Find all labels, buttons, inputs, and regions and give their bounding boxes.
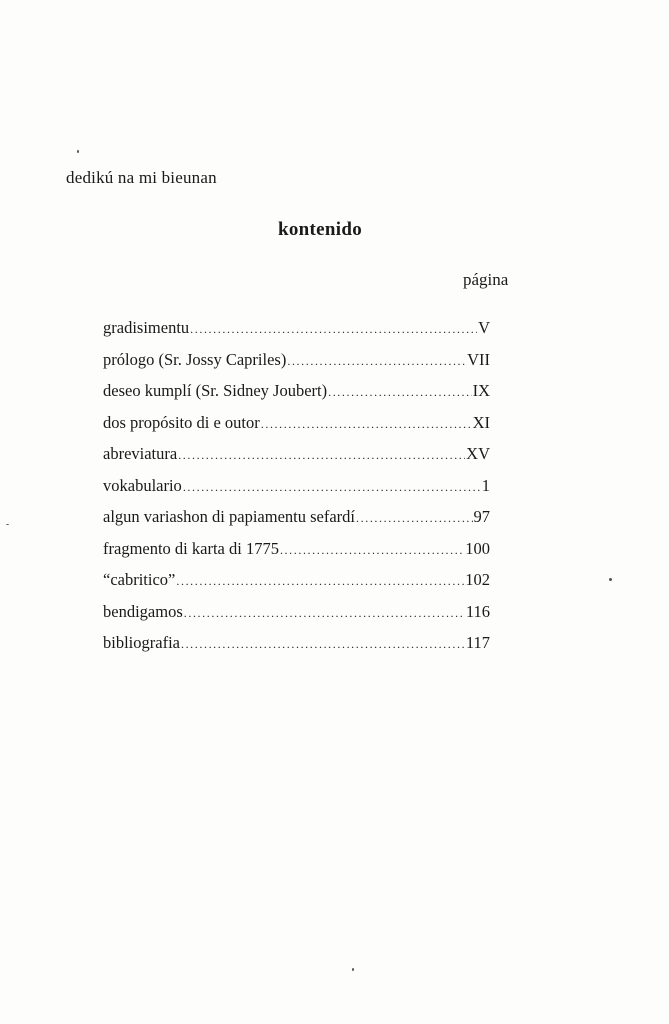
toc-entry-dos-proposito xyxy=(103,413,490,445)
dot-leader xyxy=(184,606,465,621)
toc-entry-page: 97 xyxy=(473,507,490,526)
scan-speck xyxy=(609,578,612,581)
dot-leader xyxy=(178,448,465,463)
toc-entry-bendigamos xyxy=(103,602,490,634)
toc-entry-label: vokabulario xyxy=(103,475,182,495)
toc-entry-prologo xyxy=(103,350,490,382)
toc-entry-vokabulario xyxy=(103,476,490,508)
toc-entry-label: algun variashon di papiamentu sefardí xyxy=(103,507,356,526)
dot-leader xyxy=(190,322,477,337)
dot-leader xyxy=(261,417,472,432)
toc-entry-fragmento xyxy=(103,539,490,571)
toc-entry-page: 116 xyxy=(465,601,490,621)
dot-leader xyxy=(183,480,481,495)
toc-entry-deseo-kumpli xyxy=(103,381,490,413)
toc-entry-label: prólogo (Sr. Jossy Capriles) xyxy=(103,349,287,369)
toc-entry-cabritico xyxy=(103,570,490,602)
toc-entry-label: bendigamos xyxy=(103,601,183,621)
toc-entry-page: V xyxy=(478,318,490,337)
toc-entry-page: 117 xyxy=(465,633,490,652)
dot-leader xyxy=(328,385,471,400)
dot-leader xyxy=(280,543,464,558)
toc-entry-label: “cabritico” xyxy=(103,570,176,589)
toc-entry-abreviatura xyxy=(103,444,490,476)
dedication-text: dedikú na mi bieunan xyxy=(66,168,217,187)
toc-entry-gradisimentu xyxy=(103,318,490,350)
toc-entry-bibliografia xyxy=(103,633,490,665)
toc-entry-page: 100 xyxy=(465,538,490,558)
page-column-label: página xyxy=(463,270,509,289)
toc-entry-page: IX xyxy=(472,381,490,400)
dot-leader xyxy=(287,354,466,369)
scan-speck xyxy=(352,968,354,971)
toc-entry-label: abreviatura xyxy=(103,444,178,463)
toc-entry-label: deseo kumplí (Sr. Sidney Joubert) xyxy=(103,381,328,400)
toc-entry-variashon xyxy=(103,507,490,539)
toc-entry-label: dos propósito di e outor xyxy=(103,412,260,432)
toc-entry-label: fragmento di karta di 1775 xyxy=(103,538,279,558)
table-of-contents xyxy=(103,318,490,665)
toc-entry-page: XI xyxy=(472,412,490,432)
scan-speck xyxy=(6,524,9,525)
toc-entry-label: gradisimentu xyxy=(103,318,190,337)
dot-leader xyxy=(181,637,465,652)
toc-entry-page: 1 xyxy=(481,475,490,495)
toc-title: kontenido xyxy=(277,219,362,240)
scan-speck xyxy=(77,150,79,153)
toc-entry-label: bibliografia xyxy=(103,633,180,652)
toc-entry-page: 102 xyxy=(465,570,490,589)
dot-leader xyxy=(356,511,472,526)
toc-entry-page: XV xyxy=(466,444,490,463)
toc-entry-page: VII xyxy=(467,349,490,369)
dot-leader xyxy=(176,574,464,589)
